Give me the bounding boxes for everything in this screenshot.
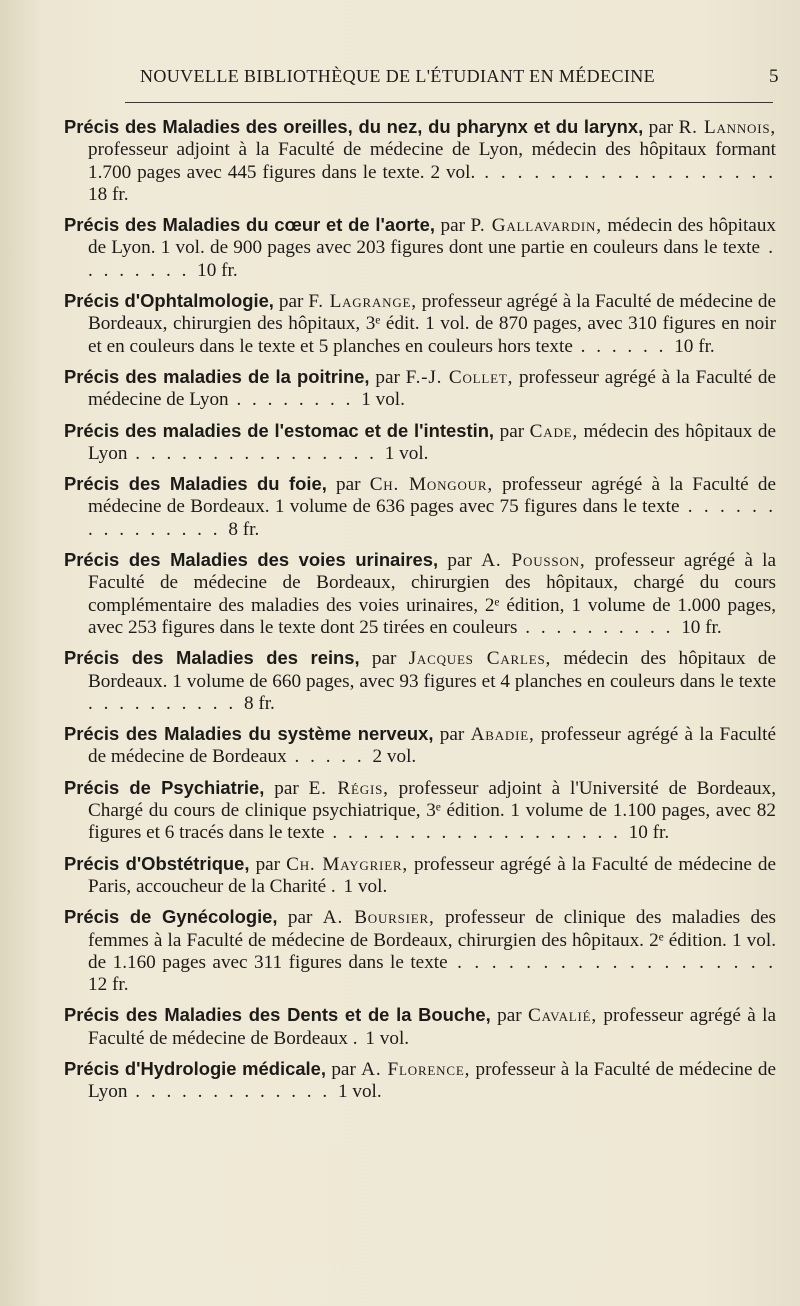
dot-leader: . . . . . . . . . . . . . . . . . . . — [324, 822, 629, 844]
entry-par: par — [359, 648, 409, 670]
entry-author: R. Lannois, — [678, 117, 777, 138]
entry-author: Ch. Mongour, — [369, 474, 493, 496]
entry-author: Abadie, — [470, 724, 535, 746]
catalogue-list — [64, 116, 776, 1112]
entry-par: par — [438, 550, 482, 572]
catalogue-entry — [64, 1004, 776, 1050]
entry-author: A. Pousson, — [481, 550, 586, 572]
entry-par: par — [249, 853, 287, 875]
entry-title: Précis de Gynécologie, — [64, 906, 278, 928]
entry-description: médecin des hôpitaux de Lyon — [88, 420, 777, 464]
catalogue-entry — [64, 473, 776, 541]
entry-title: Précis d'Ophtalmologie, — [64, 290, 274, 312]
catalogue-entry — [64, 647, 776, 715]
entry-description: professeur agrégé à la Faculté de médecine de Bordeaux, chirurgien des hôpitaux, 3ᵉ édit. 1 vol. de 870 pages, avec 310 figures en noir et en couleurs dans le texte et 5 planches en couleurs hors texte — [88, 291, 776, 357]
entry-description: professeur agrégé à la Faculté de médecine de Lyon — [88, 366, 777, 411]
entry-description: professeur agrégé à la Faculté de médecine de Bordeaux. 1 volume de 636 pages avec 75 figures dans le texte — [88, 474, 776, 518]
entry-price: 1 vol. — [343, 875, 388, 897]
dot-leader: . . . . . . — [572, 335, 675, 357]
dot-leader: . . . . . . . . . . . . . — [127, 1081, 338, 1103]
entry-author: A. Florence, — [361, 1058, 471, 1080]
entry-description: professeur de clinique des maladies des femmes à la Faculté de médecine de Bordeaux, chirurgien des hôpitaux. 2ᵉ édition. 1 vol. de 1.160 pages avec 311 figures dans le texte — [88, 907, 777, 973]
catalogue-entry — [64, 777, 776, 845]
entry-author: F. Lagrange, — [308, 291, 417, 313]
catalogue-entry — [64, 853, 776, 899]
entry-par: par — [494, 420, 530, 442]
dot-leader: . . . . . . . . . . — [88, 692, 244, 714]
entry-par: par — [273, 291, 309, 313]
catalogue-entry — [64, 549, 776, 639]
entry-price: 10 fr. — [681, 616, 722, 638]
entry-par: par — [433, 724, 471, 746]
catalogue-entry — [64, 214, 776, 282]
entry-author: P. Gallavardin, — [470, 215, 602, 237]
dot-leader: . . . . . . . . . . . . . . . — [88, 496, 777, 540]
entry-price: 8 fr. — [228, 518, 260, 540]
entry-par: par — [643, 117, 679, 138]
entry-description: professeur à la Faculté de médecine de Lyon — [88, 1058, 776, 1103]
entry-par: par — [326, 474, 370, 496]
entry-author: Cade, — [529, 420, 578, 442]
entry-title: Précis de Psychiatrie, — [64, 776, 265, 798]
catalogue-entry — [64, 366, 776, 412]
entry-par: par — [490, 1005, 528, 1027]
entry-description: professeur agrégé à la Faculté de médecine de Paris, accoucheur de la Charité . — [88, 853, 777, 897]
entry-title: Précis des Maladies des reins, — [64, 647, 360, 669]
entry-title: Précis des Maladies du système nerveux, — [64, 723, 434, 745]
dot-leader: . . . . . . . . . . . . . . . . . . . — [447, 951, 776, 973]
entry-author: A. Boursier, — [322, 907, 435, 929]
entry-par: par — [369, 366, 406, 388]
catalogue-entry — [64, 723, 776, 769]
entry-price: 10 fr. — [674, 335, 715, 357]
dot-leader: . . . . . . . . . . . . . . . . . . — [475, 161, 777, 183]
entry-price: 1 vol. — [384, 442, 429, 464]
running-header: NOUVELLE BIBLIOTHÈQUE DE L'ÉTUDIANT EN MÉDECINE — [139, 66, 656, 86]
entry-title: Précis des Maladies des voies urinaires, — [64, 549, 439, 571]
dot-leader: . . . . . . . . — [88, 237, 776, 281]
entry-description: professeur agrégé à la Faculté de médecine de Bordeaux, chirurgien des hôpitaux, chargé du cours complémentaire des maladies des voies urinaires, 2ᵉ édition, 1 volume de 1.000 pages, avec 253 figures dans le texte dont 25 tirées en couleurs — [88, 550, 777, 638]
entry-price: 12 fr. — [88, 974, 129, 996]
dot-leader — [336, 876, 344, 897]
dot-leader: . . . . . — [286, 746, 373, 768]
entry-author: Ch. Maygrier, — [286, 853, 408, 875]
entry-title: Précis des maladies de la poitrine, — [64, 365, 370, 387]
entry-price: 1 vol. — [365, 1027, 410, 1049]
dot-leader: . . . . . . . . — [228, 389, 362, 411]
entry-par: par — [264, 777, 309, 799]
catalogue-entry — [64, 906, 776, 996]
entry-description: médecin des hôpitaux de Lyon. 1 vol. de 900 pages avec 203 figures dont une partie en couleurs dans le texte — [88, 215, 777, 259]
entry-title: Précis d'Hydrologie médicale, — [64, 1057, 326, 1079]
entry-price: 2 vol. — [372, 746, 417, 768]
entry-author: F.-J. Collet, — [405, 366, 514, 388]
entry-price: 1 vol. — [361, 389, 405, 411]
entry-title: Précis d'Obstétrique, — [64, 852, 250, 874]
entry-description: professeur agrégé à la Faculté de médecine de Bordeaux . — [88, 1005, 776, 1049]
entry-title: Précis des Maladies des oreilles, du nez, du pharynx et du larynx, — [64, 116, 644, 137]
entry-title: Précis des maladies de l'estomac et de l'intestin, — [64, 419, 495, 441]
entry-title: Précis des Maladies des Dents et de la Bouche, — [64, 1004, 491, 1026]
catalogue-entry — [64, 116, 776, 206]
catalogue-entry — [64, 420, 776, 466]
entry-price: 8 fr. — [243, 692, 275, 714]
entry-description: médecin des hôpitaux de Bordeaux. 1 volume de 660 pages, avec 93 figures et 4 planches en couleurs dans le texte — [88, 648, 776, 692]
entry-description: professeur agrégé à la Faculté de médecine de Bordeaux — [88, 724, 777, 768]
dot-leader: . . . . . . . . . . . . . . . . — [127, 442, 385, 464]
entry-author: E. Régis, — [308, 777, 389, 799]
entry-description: professeur adjoint à l'Université de Bordeaux, Chargé du cours de clinique psychiatrique, 3ᵉ édition. 1 volume de 1.100 pages, avec 82 figures et 6 tracés dans le texte — [88, 777, 776, 844]
entry-par: par — [326, 1058, 362, 1080]
entry-par: par — [435, 215, 471, 237]
entry-author: Jacques Carles, — [408, 648, 552, 670]
catalogue-entry — [64, 290, 776, 358]
dot-leader: . . . . . . . . . . — [517, 616, 682, 638]
entry-price: 10 fr. — [628, 822, 670, 844]
entry-price: 18 fr. — [88, 183, 129, 205]
entry-par: par — [277, 907, 323, 929]
entry-title: Précis des Maladies du foie, — [64, 473, 327, 495]
entry-author: Cavalié, — [527, 1005, 598, 1027]
header-rule — [125, 102, 773, 103]
catalogue-entry — [64, 1058, 776, 1104]
entry-price: 1 vol. — [337, 1081, 382, 1103]
entry-price: 10 fr. — [197, 259, 238, 281]
entry-description: professeur adjoint à la Faculté de médecine de Lyon, médecin des hôpitaux formant 1.700 pages avec 445 figures dans le texte. 2 vol. — [88, 139, 776, 183]
entry-title: Précis des Maladies du cœur et de l'aorte, — [64, 214, 435, 236]
page-number: 5 — [769, 66, 779, 87]
